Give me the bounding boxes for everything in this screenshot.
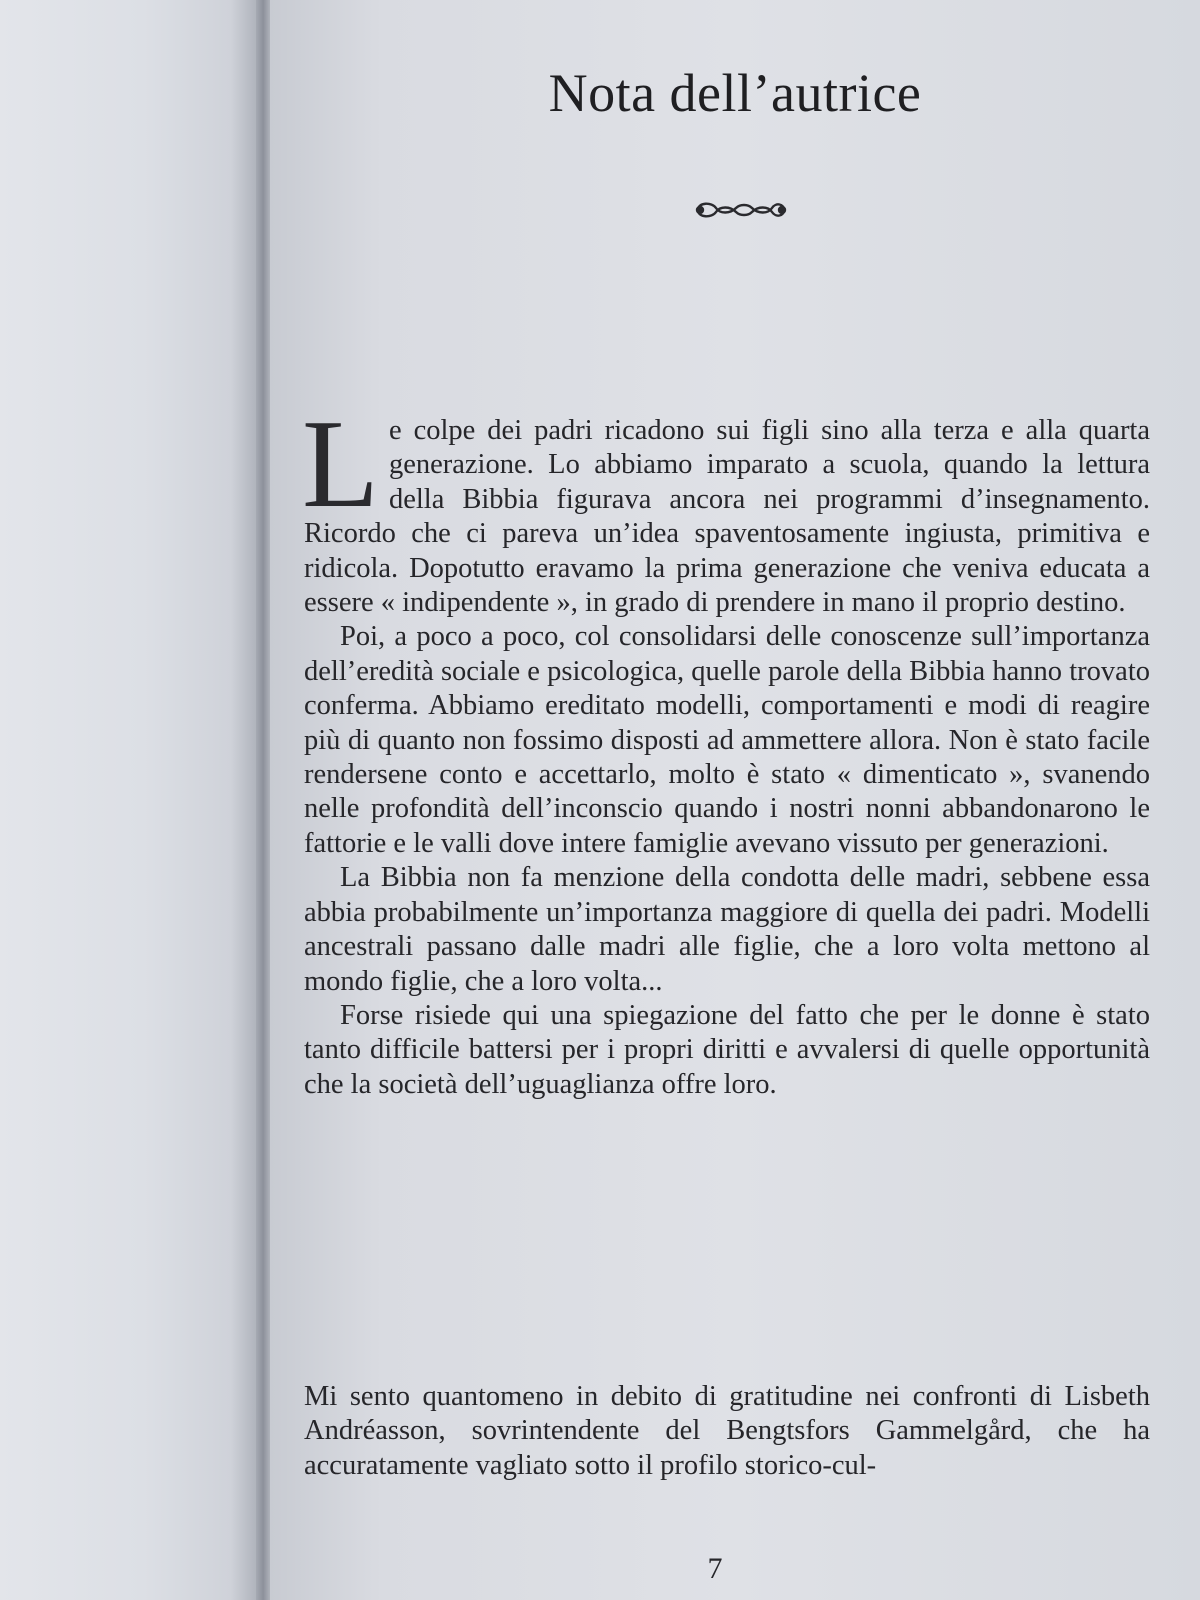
page-title: Nota dell’autrice: [548, 63, 922, 123]
paragraph-2: Poi, a poco a poco, col consolidarsi delle conoscenze sull’importanza dell’eredità sociale e psicologica, quelle parole della Bibbia hanno trovato conferma. Abbiamo ereditato modelli, comportamenti e modi di reagire più di quanto non fossimo disposti ad ammettere allora. Non è stato facile rendersene conto e accettarlo, molto è stato « dimenticato », svanendo nelle profondità dell’inconscio quando i nostri nonni abbandonarono le fattorie e le valli dove intere famiglie avevano vissuto per generazioni.: [304, 621, 1150, 859]
paragraph-1-text: e colpe dei padri ricadono sui figli sino alla terza e alla quarta generazione. Lo abbiamo imparato a scuola, quando la lettura della Bibbia figurava ancora nei programmi d’insegnamento. Ricordo che ci pareva un’idea spaventosamente ingiusta, primitiva e ridicola. Dopotutto eravamo la prima generazione che veniva educata a essere « indipendente », in grado di prendere in mano il proprio destino.: [304, 415, 1150, 619]
acknowledgement-paragraph: Mi sento quantomeno in debito di gratitudine nei confronti di Lisbeth Andréasson, sovrintendente del Bengtsfors Gammelgård, che ha accuratamente vagliato sotto il profilo storico-cul-: [304, 1381, 1150, 1481]
left-page: [0, 0, 262, 1600]
paragraph-4: Forse risiede qui una spiegazione del fatto che per le donne è stato tanto difficile battersi per i propri diritti e avvalersi di quelle opportunità che la società dell’uguaglianza offre loro.: [304, 999, 1150, 1100]
paragraph-1: [302, 395, 1150, 620]
paragraph-3: La Bibbia non fa menzione della condotta delle madri, sebbene essa abbia probabilmente un’importanza maggiore di quella dei padri. Modelli ancestrali passano dalle madri alle figlie, che a loro volta mettono al mondo figlie, che a loro volta...: [304, 862, 1150, 997]
main-text: [302, 395, 1150, 1102]
page-number: 7: [707, 1552, 723, 1585]
drop-cap: L: [302, 395, 379, 534]
fleuron-ornament-icon: [690, 196, 790, 224]
